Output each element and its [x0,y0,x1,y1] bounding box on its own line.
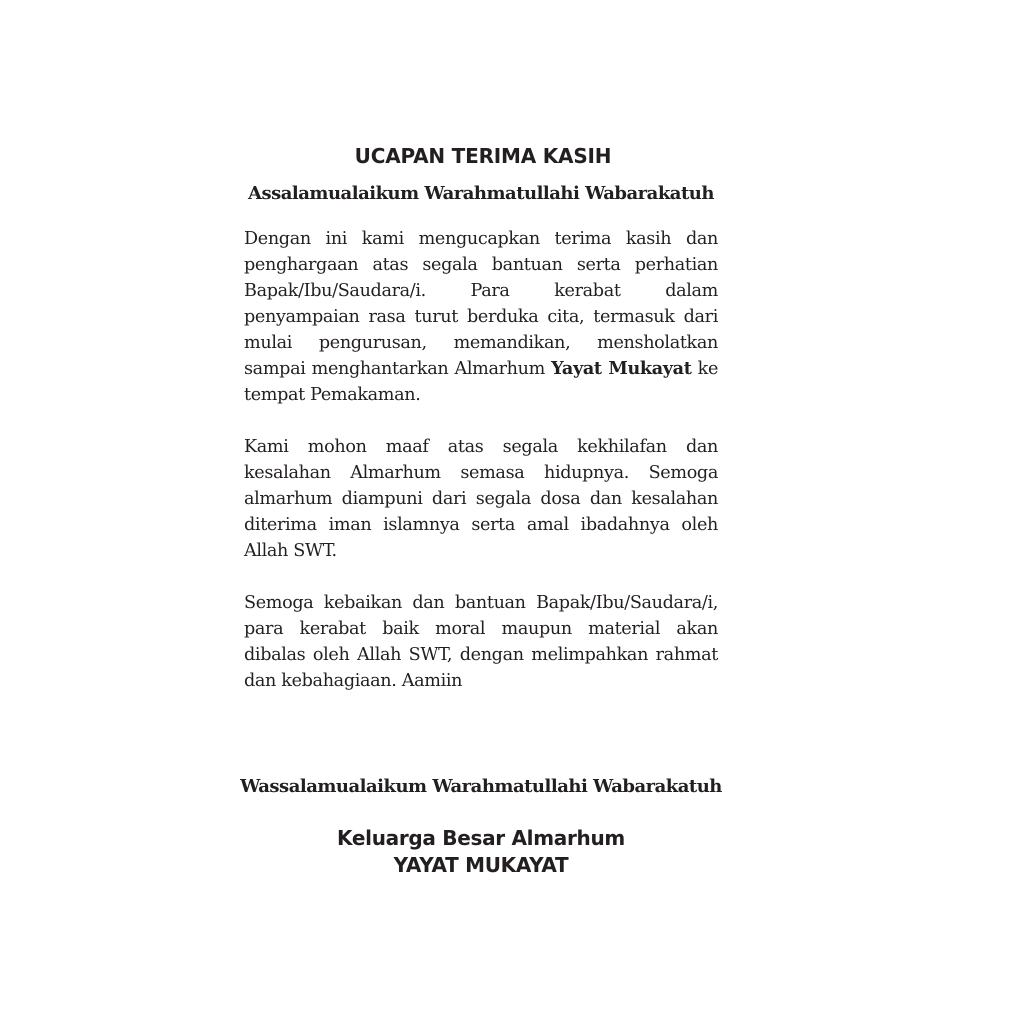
paragraph-thanks-text: Dengan ini kami mengucapkan terima kasih dan penghargaan atas segala bantuan serta perhatian Bapak/Ibu/Saudara/i. Para kerabat dalam penyampaian rasa turut berduka cita, termasuk dari mulai pengurusan, memandikan, mensholatkan sampai menghantarkan Almarhum [244,229,718,379]
opening-greeting: Assalamualaikum Warahmatullahi Wabarakatuh [248,183,714,204]
deceased-name: Yayat Mukayat [551,358,692,379]
paragraph-apology: Kami mohon maaf atas segala kekhilafan dan kesalahan Almarhum semasa hidupnya. Semoga almarhum diampuni dari segala dosa dan kesalahan diterima iman islamnya serta amal ibadahnya oleh Allah SWT. [244,437,718,561]
paragraph-thanks-ending: ke tempat Pemakaman. [244,359,718,405]
letter-body [244,226,718,720]
paragraph-prayer: Semoga kebaikan dan bantuan Bapak/Ibu/Saudara/i, para kerabat baik moral maupun material akan dibalas oleh Allah SWT, dengan melimpahkan rahmat dan kebahagiaan. Aamiin [244,593,718,691]
signature-family: Keluarga Besar Almarhum [337,826,625,850]
signature-name: YAYAT MUKAYAT [393,853,569,877]
paragraph-thanks [244,226,718,408]
closing-greeting: Wassalamualaikum Warahmatullahi Wabarakatuh [240,776,722,797]
document-title: UCAPAN TERIMA KASIH [354,144,612,168]
